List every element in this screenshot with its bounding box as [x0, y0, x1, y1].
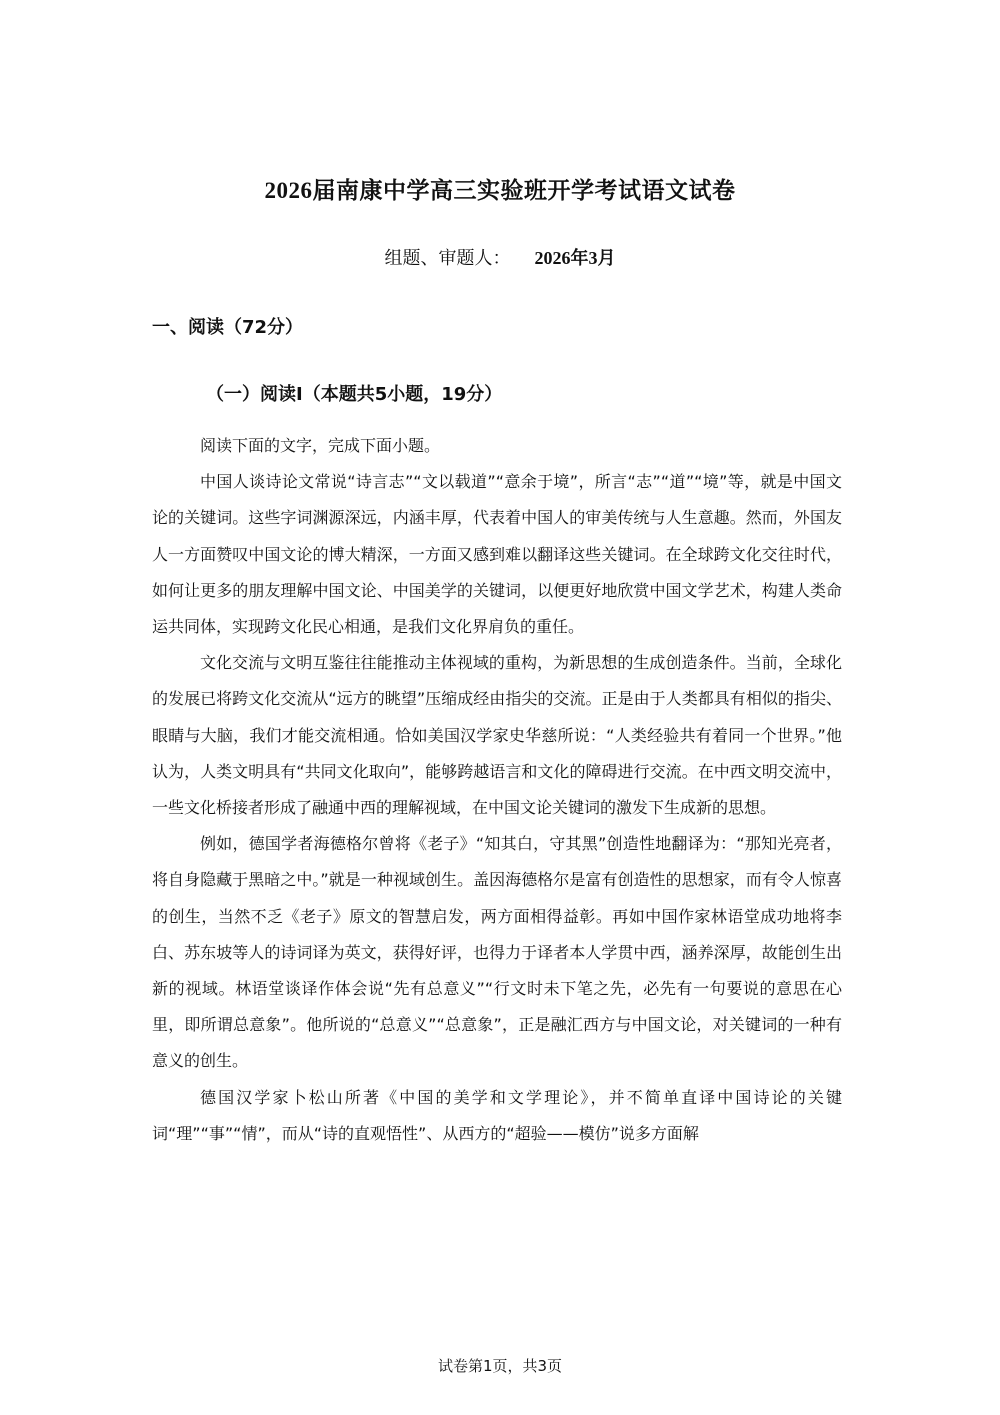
reading-passage	[152, 428, 842, 1152]
paragraph: 文化交流与文明互鉴往往能推动主体视域的重构，为新思想的生成创造条件。当前，全球化的发展已将跨文化交流从“远方的眺望”压缩成经由指尖的交流。正是由于人类都具有相似的指尖、眼睛与大脑，我们才能交流相通。恰如美国汉学家史华慈所说：“人类经验共有着同一个世界。”他认为，人类文明具有“共同文化取向”，能够跨越语言和文化的障碍进行交流。在中西文明交流中，一些文化桥接者形成了融通中西的理解视域，在中国文论关键词的激发下生成新的思想。	[152, 653, 842, 818]
meta-label: 组题、审题人：	[384, 248, 511, 269]
sub-heading: （一）阅读Ⅰ（本题共5小题，19分）	[206, 384, 503, 405]
paragraph: 中国人谈诗论文常说“诗言志”“文以载道”“意余于境”，所言“志”“道”“境”等，就是中国文论的关键词。这些字词渊源深远，内涵丰厚，代表着中国人的审美传统与人生意趣。然而，外国友人一方面赞叹中国文论的博大精深，一方面又感到难以翻译这些关键词。在全球跨文化交往时代，如何让更多的朋友理解中国文论、中国美学的关键词，以便更好地欣赏中国文学艺术，构建人类命运共同体，实现跨文化民心相通，是我们文化界肩负的重任。	[152, 472, 842, 637]
page-footer: 试卷第1页，共3页	[437, 1357, 563, 1375]
section-heading: 一、阅读（72分）	[152, 317, 304, 338]
meta-date: 2026年3月	[534, 248, 616, 268]
document-title: 2026届南康中学高三实验班开学考试语文试卷	[264, 178, 736, 203]
paragraph: 德国汉学家卜松山所著《中国的美学和文学理论》，并不简单直译中国诗论的关键词“理”“事”“情”，而从“诗的直观悟性”、从西方的“超验——模仿”说多方面解	[152, 1087, 842, 1143]
document-meta	[0, 244, 1000, 270]
paragraph: 例如，德国学者海德格尔曾将《老子》“知其白，守其黑”创造性地翻译为：“那知光亮者，将自身隐藏于黑暗之中。”就是一种视域创生。盖因海德格尔是富有创造性的思想家，而有令人惊喜的创生，当然不乏《老子》原文的智慧启发，两方面相得益彰。再如中国作家林语堂成功地将李白、苏东坡等人的诗词译为英文，获得好评，也得力于译者本人学贯中西，涵养深厚，故能创生出新的视域。林语堂谈译作体会说“先有总意义”“行文时未下笔之先，必先有一句要说的意思在心里，即所谓总意象”。他所说的“总意义”“总意象”，正是融汇西方与中国文论，对关键词的一种有意义的创生。	[152, 834, 842, 1071]
paragraph-instruction: 阅读下面的文字，完成下面小题。	[200, 436, 441, 455]
